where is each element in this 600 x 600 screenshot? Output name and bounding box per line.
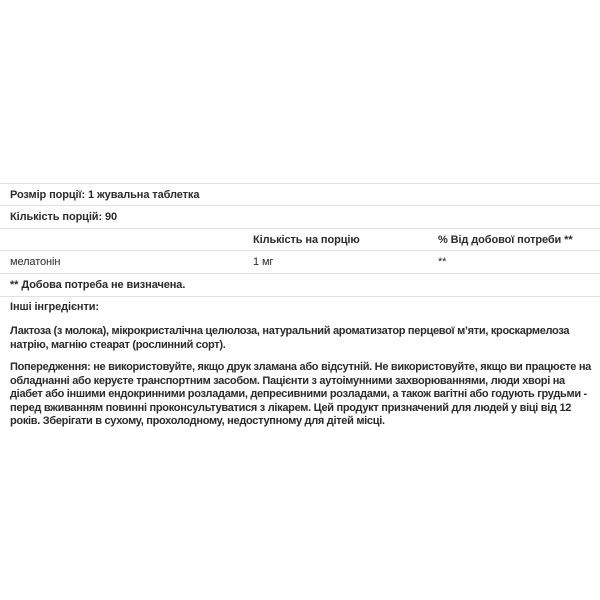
ingredient-name: мелатонін (10, 256, 61, 268)
serving-size-text: Розмір порції: 1 жувальна таблетка (10, 189, 200, 201)
col-header-ingredient-blank (0, 234, 253, 246)
ingredient-amount: 1 мг (253, 256, 274, 268)
servings-count-row (0, 205, 600, 228)
serving-size-row (0, 183, 600, 205)
supplement-facts-table (0, 183, 600, 297)
warning-text: Попередження: не використовуйте, якщо друк зламана або відсутній. Не використовуйте, якщо ви працюєте на обладнанні або керуєте транспортним засобом. Пацієнти з аутоімунними захворюваннями, люди хворі на діабет або іншими ендокринними розладами, депресивними розладами, а також вагітні або годують грудьми - перед вживанням повинні проконсультуватися з лікарем. Цей продукт призначений для людей у віці від 12 років. Зберігати в сухому, прохолодному, недоступному для дітей місці. (10, 361, 591, 427)
table-header-row (0, 228, 600, 250)
ingredient-daily-value: ** (438, 256, 447, 268)
col-header-amount: Кількість на порцію (253, 234, 360, 246)
other-ingredients-title: Інші інгредієнти: (10, 301, 99, 313)
table-row (0, 250, 600, 273)
label-text-section (0, 292, 600, 429)
other-ingredients-text: Лактоза (з молока), мікрокристалічна целюлоза, натуральний ароматизатор перцевої м’яти, кроскармелоза натрію, магнію стеарат (рослинний сорт). (10, 325, 570, 351)
col-header-daily-value: % Від добової потреби ** (438, 234, 573, 246)
daily-value-footnote-text: ** Добова потреба не визначена. (10, 279, 186, 291)
servings-count-text: Кількість порцій: 90 (10, 211, 118, 223)
